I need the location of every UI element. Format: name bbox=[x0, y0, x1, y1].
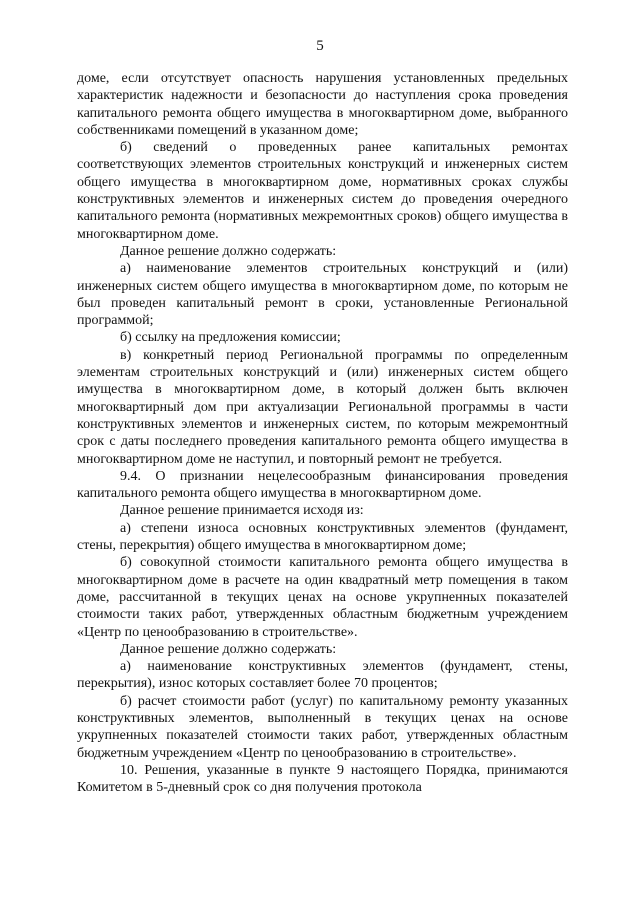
paragraph: б) совокупной стоимости капитального ремонта общего имущества в многоквартирном доме в расчете на один квадратный метр помещения в таком доме, рассчитанной в текущих ценах на основе укрупненных показателей стоимости таких работ, утвержденных областным бюджетным учреждением «Центр по ценообразованию в строительстве». bbox=[77, 555, 568, 640]
paragraph: в) конкретный период Региональной программы по определенным элементам строительных конструкций и (или) инженерных систем общего имущества в многоквартирном доме, в который должен быть включен многоквартирный дом при актуализации Региональной программы в части конструктивных элементов и инженерных систем, по которым межремонтный срок с даты последнего проведения капитального ремонта общего имущества в многоквартирном доме не наступил, и повторный ремонт не требуется. bbox=[77, 347, 568, 467]
paragraph: а) наименование элементов строительных конструкций и (или) инженерных систем общего имущества в многоквартирном доме, по которым не был проведен капитальный ремонт в сроки, установленные Региональной программой; bbox=[77, 261, 568, 329]
paragraph: б) ссылку на предложения комиссии; bbox=[120, 330, 341, 346]
paragraph: а) степени износа основных конструктивных элементов (фундамент, стены, перекрытия) общего имущества в многоквартирном доме; bbox=[77, 520, 568, 554]
paragraph: Данное решение должно содержать: bbox=[120, 243, 337, 259]
paragraph: доме, если отсутствует опасность нарушения установленных предельных характеристик надежности и безопасности до наступления срока проведения капитального ремонта общего имущества в многоквартирном доме, выбранного собственниками помещений в указанном доме; bbox=[77, 71, 568, 138]
paragraph: 10. Решения, указанные в пункте 9 настоящего Порядка, принимаются Комитетом в 5-дневный срок со дня получения протокола bbox=[77, 762, 568, 796]
paragraph: Данное решение принимается исходя из: bbox=[120, 503, 364, 519]
paragraph: а) наименование конструктивных элементов (фундамент, стены, перекрытия), износ которых составляет более 70 процентов; bbox=[77, 659, 568, 692]
document-body bbox=[77, 70, 568, 796]
paragraph: б) расчет стоимости работ (услуг) по капитальному ремонту указанных конструктивных элементов, выполненный в текущих ценах на основе укрупненных показателей стоимости таких работ, утвержденных областным бюджетным учреждением «Центр по ценообразованию в строительстве». bbox=[77, 693, 568, 761]
paragraph: Данное решение должно содержать: bbox=[120, 641, 337, 657]
paragraph: б) сведений о проведенных ранее капитальных ремонтах соответствующих элементов строительных конструкций и инженерных систем общего имущества в многоквартирном доме, нормативных сроках службы конструктивных элементов и инженерных систем до проведения очередного капитального ремонта (нормативных межремонтных сроков) общего имущества в многоквартирном доме. bbox=[77, 140, 568, 242]
page-number: 5 bbox=[316, 38, 324, 54]
paragraph: 9.4. О признании нецелесообразным финансирования проведения капитального ремонта общего имущества в многоквартирном доме. bbox=[77, 468, 568, 502]
